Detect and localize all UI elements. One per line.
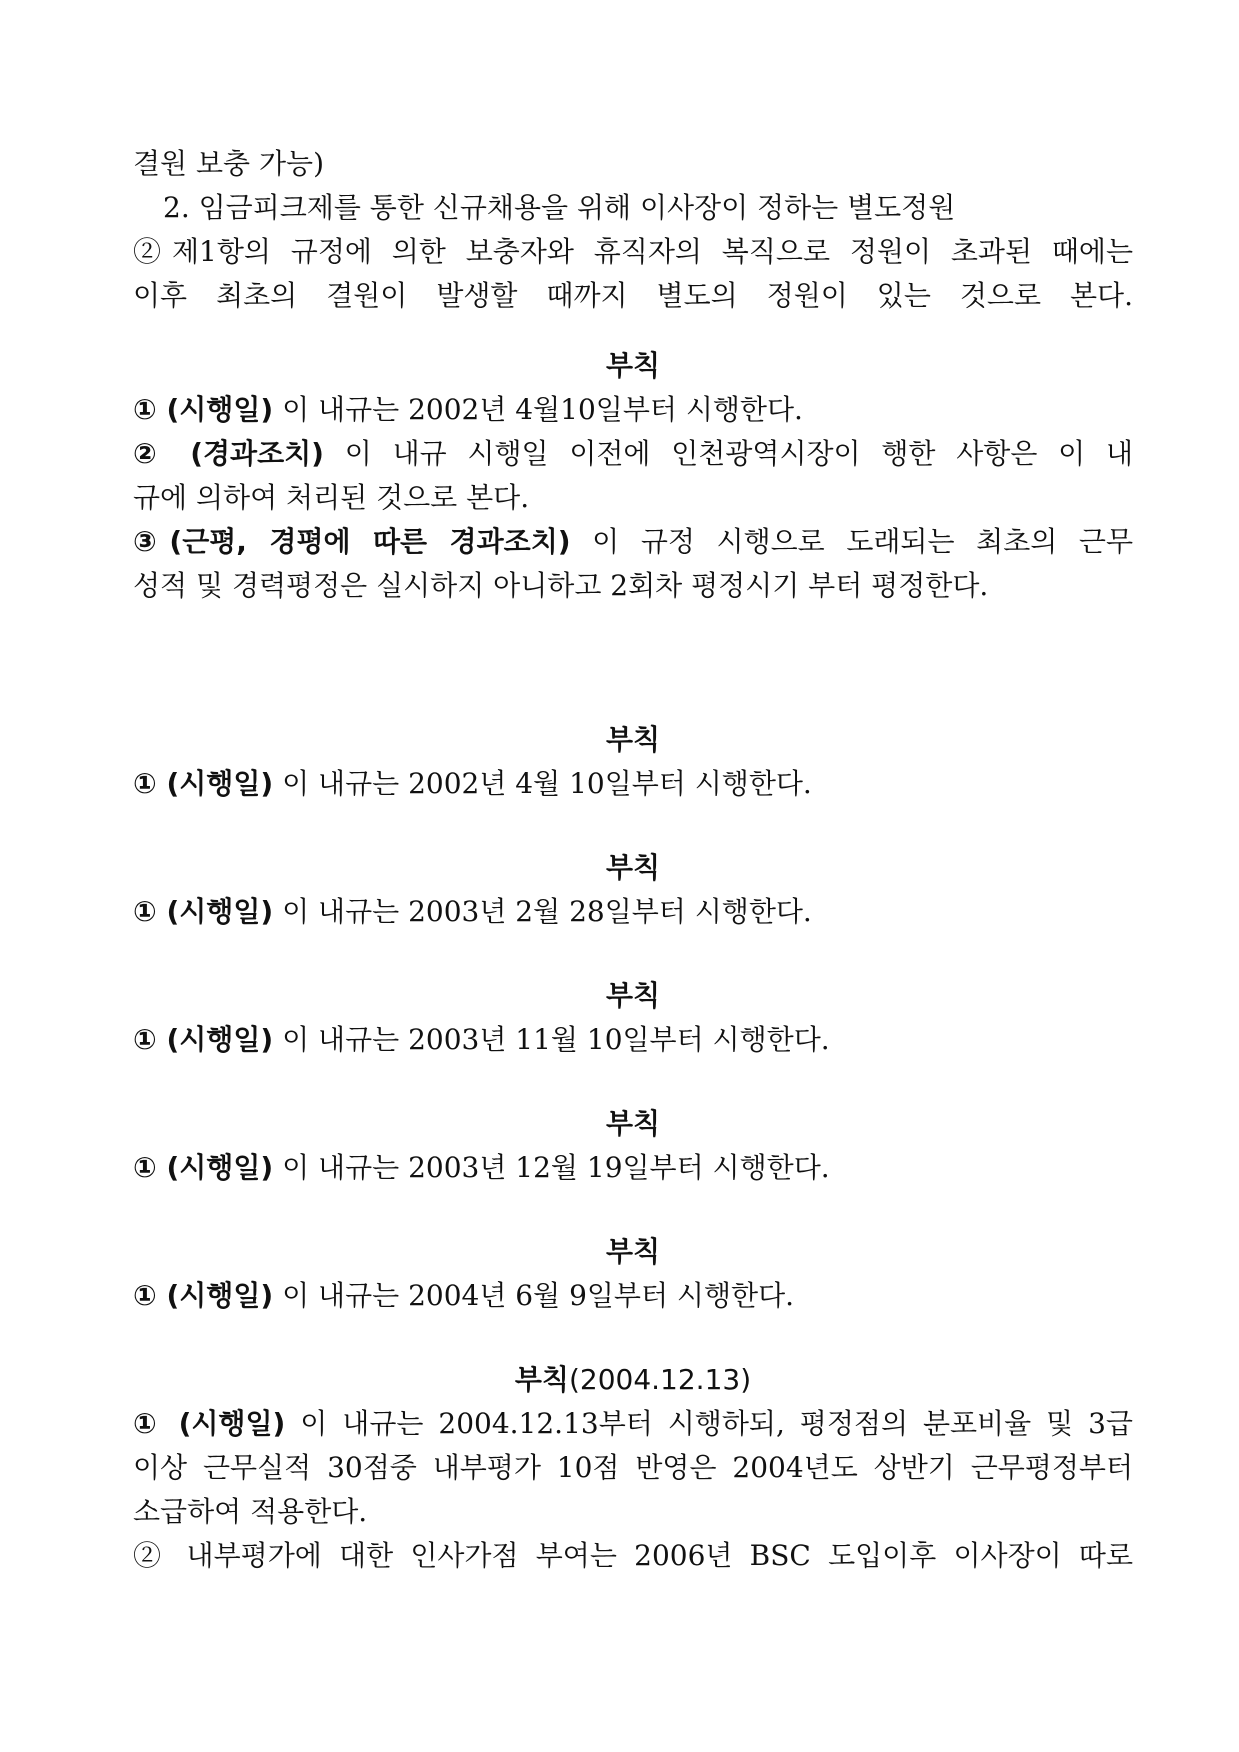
addendum-item-continuation: 성적 및 경력평정은 실시하지 아니하고 2회차 평정시기 부터 평정한다. [133,569,989,602]
addendum-item [133,520,1133,564]
addendum-section [133,718,1133,806]
addendum-heading [133,1358,1133,1402]
item-label: ② (경과조치) [133,437,324,470]
paragraph-line: 결원 보충 가능) [133,147,325,180]
addendum-item-continuation: 소급하여 적용한다. [133,1495,368,1528]
item-label: ① (시행일) [133,767,274,800]
item-text: 이 내규는 2003년 2월 28일부터 시행한다. [273,895,812,928]
item-text: 이 내규는 2002년 4월 10일부터 시행한다. [273,767,812,800]
paragraph-line: ②제1항의 규정에 의한 보충자와 휴직자의 복직으로 정원이 초과된 때에는 [133,235,1133,268]
addendum-item [133,890,1133,934]
addendum-heading: 부칙 [605,349,661,382]
item-label: ① (시행일) [133,1407,286,1440]
addendum-item [133,432,1133,476]
item-label: ① (시행일) [133,1151,274,1184]
heading-title: 부칙 [514,1363,569,1396]
item-text: 이 내규는 2002년 4월10일부터 시행한다. [273,393,803,426]
addendum-heading: 부칙 [605,1107,661,1140]
addendum-section [133,1230,1133,1318]
addendum-section [133,344,1133,608]
addendum-item-continuation: 규에 의하여 처리된 것으로 본다. [133,481,530,514]
addendum-heading: 부칙 [605,1235,661,1268]
addendum-item: ② 내부평가에 대한 인사가점 부여는 2006년 BSC 도입이후 이사장이 따로 [133,1539,1133,1572]
addendum-item [133,1274,1133,1318]
heading-date: (2004.12.13) [568,1363,752,1396]
item-text: 이 내규는 2003년 12월 19일부터 시행한다. [273,1151,830,1184]
item-label: ① (시행일) [133,1279,274,1312]
addendum-section [133,846,1133,934]
addendum-item [133,388,1133,432]
item-text: 이 내규는 2003년 11월 10일부터 시행한다. [273,1023,830,1056]
addendum-item-continuation: 이상 근무실적 30점중 내부평가 10점 반영은 2004년도 상반기 근무평정부터 [133,1451,1133,1484]
addendum-section [133,1358,1133,1578]
item-text: 이 규정 시행으로 도래되는 최초의 근무 [570,525,1133,558]
addendum-heading: 부칙 [605,851,661,884]
addendum-item [133,762,1133,806]
addendum-item [133,1018,1133,1062]
item-label: ③(근평, 경평에 따른 경과조치) [133,525,571,558]
item-label: ① (시행일) [133,895,274,928]
addendum-heading: 부칙 [605,723,661,756]
addendum-section [133,1102,1133,1190]
addendum-item [133,1146,1133,1190]
item-text: 이 내규는 2004년 6월 9일부터 시행한다. [273,1279,795,1312]
addendum-item [133,1402,1133,1446]
addendum-section [133,974,1133,1062]
item-text: 이 내규 시행일 이전에 인천광역시장이 행한 사항은 이 내 [323,437,1133,470]
item-text: 이 내규는 2004.12.13부터 시행하되, 평정점의 분포비율 및 3급 [285,1407,1133,1440]
item-label: ① (시행일) [133,393,274,426]
paragraph-line: 2. 임금피크제를 통한 신규채용을 위해 이사장이 정하는 별도정원 [163,191,956,224]
paragraph-line: 이후 최초의 결원이 발생할 때까지 별도의 정원이 있는 것으로 본다. [133,279,1133,312]
addendum-heading: 부칙 [605,979,661,1012]
item-label: ① (시행일) [133,1023,274,1056]
document-page [133,142,1133,1578]
